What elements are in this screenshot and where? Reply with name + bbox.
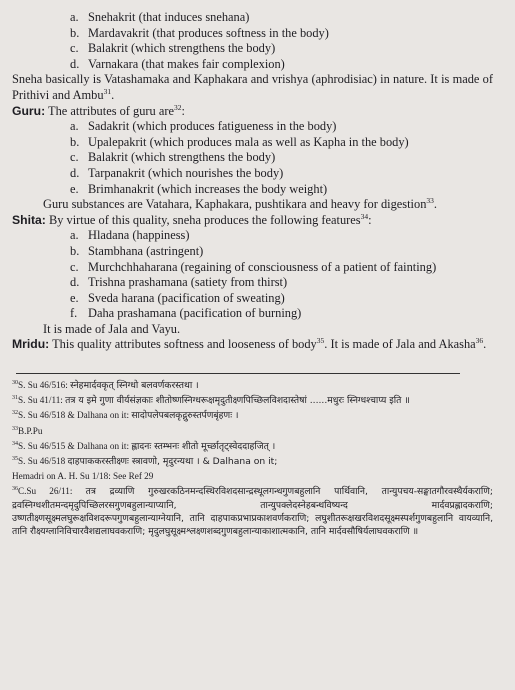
footnote-ref: 36 [475,336,484,346]
footnote: $^{32}$S. Su 46/518 & Dalhana on it: सादोपलेपबलकृद्गुरुस्तर्पणबृंहणः । [12,410,239,422]
footnote-ref: 32 [173,102,182,112]
sneha-paragraph: Sneha basically is Vatashamaka and Kaphakara and vrishya (aphrodisiac) in nature. It is made of Prithivi and Ambu$^{31}$. [12,72,493,102]
footnote: $^{31}$S. Su 41/11: तत्र य इमे गुणा वीर्यसंज्ञकाः शीतोष्णस्निग्धरूक्षमृदुतीक्ष्णपिच्छिलविशदास्तेषां ......मधुरः स्निग्धश्चाप्य इति ॥ [12,395,410,407]
footnote-ref: 33 [426,196,434,206]
main-text [12,10,493,353]
guru-heading: Guru: The attributes of guru are$^{32}$: [12,102,185,118]
list-item: b. Upalepakrit (which produces mala as well as Kapha in the body) [70,134,409,149]
footnote: Hemadri on A. H. Su 1/18: See Ref 29 [12,471,154,482]
list-item: a. Hladana (happiness) [70,228,190,243]
list-item: d. Tarpanakrit (which nourishes the body) [70,165,284,180]
footnotes [12,379,493,538]
list-item: b. Mardavakrit (that produces softness in the body) [70,25,329,40]
list-item: a. Snehakrit (that induces snehana) [70,10,250,24]
footnote-divider [16,373,460,374]
footnote: $^{30}$S. Su 46/516: स्नेहमार्दवकृत् स्निग्धो बलवर्णकरस्तथा । [12,380,199,392]
sneha-list [12,10,493,72]
list-item: e. Sveda harana (pacification of sweating) [70,290,285,305]
list-item: c. Murchchhaharana (regaining of consciousness of a patient of fainting) [70,259,437,274]
footnote: $^{36}$C.Su 26/11: तत्र द्रव्याणि गुरुखरकठिनमन्दस्थिरविशदसान्द्रस्थूलगन्धगुणबहुलानि पार्थिवानि, तान्युपचय-सङ्घातगौरवस्थैर्यकराणि; द्रवस्निग्धशीतमन्दमृदुपिच्छिलरसगुणबहुलान्याप्यानि, तान्युपक्लेदस्नेहबन्धविष्यन्द मार्दवप्रह्लादकराणि; उष्णतीक्ष्णसूक्ष्मलघुरूक्षविशदरूपगुणबहुलान्याग्नेयानि, तानि दाहपाकप्रभाप्रकाशवर्णकराणि; लघुशीतरूक्षखरविशदसूक्ष्मस्पर्शगुणबहुलानि वायव्यानि, तानि रौक्ष्यग्लानिविचारवैशद्यलाघवकराणि; मृदुलघुसूक्ष्मश्लक्ष्णशब्दगुणबहुलान्याकाशात्मकानि, तानि मार्दवसौषिर्यलाघवकराणि ॥ [12,486,493,538]
list-item: b. Stambhana (astringent) [70,243,204,258]
footnote-ref: 31 [103,86,112,96]
list-item: c. Balakrit (which strengthens the body) [70,150,276,165]
list-item: c. Balakrit (which strengthens the body) [70,41,276,56]
guru-list [12,119,493,197]
shita-heading: Shita: By virtue of this quality, sneha produces the following features$^{34}$: [12,211,372,227]
list-item: d. Varnakara (that makes fair complexion) [70,56,285,71]
footnote: $^{34}$S. Su 46/515 & Dalhana on it: ह्लादनः स्तम्भनः शीतो मूर्च्छातृट्स्वेददाहजित् । [12,440,276,452]
footnote-ref: 34 [360,211,369,221]
list-item: e. Brimhanakrit (which increases the body weight) [70,181,328,196]
guru-paragraph: Guru substances are Vatahara, Kaphakara, pushtikara and heavy for digestion$^{33}$. [43,196,438,212]
footnote: $^{35}$S. Su 46/518 दाहपाककरस्तीक्ष्णः स्त्रावणो, मृदुरन्यथा । & Dalhana on it; [12,456,278,468]
list-item: a. Sadakrit (which produces fatigueness in the body) [70,119,337,134]
list-item: f. Daha prashamana (pacification of burning) [70,306,302,321]
list-item: d. Trishna prashamana (satiety from thirst) [70,275,288,290]
footnote-ref: 35 [316,336,325,346]
mridu-paragraph: Mridu: This quality attributes softness and looseness of body$^{35}$. It is made of Jala and Akasha$^{36}$. [12,336,487,352]
footnote: $^{33}$B.P.Pu [12,425,43,436]
shita-closing: It is made of Jala and Vayu. [43,321,181,336]
shita-list [12,228,493,322]
